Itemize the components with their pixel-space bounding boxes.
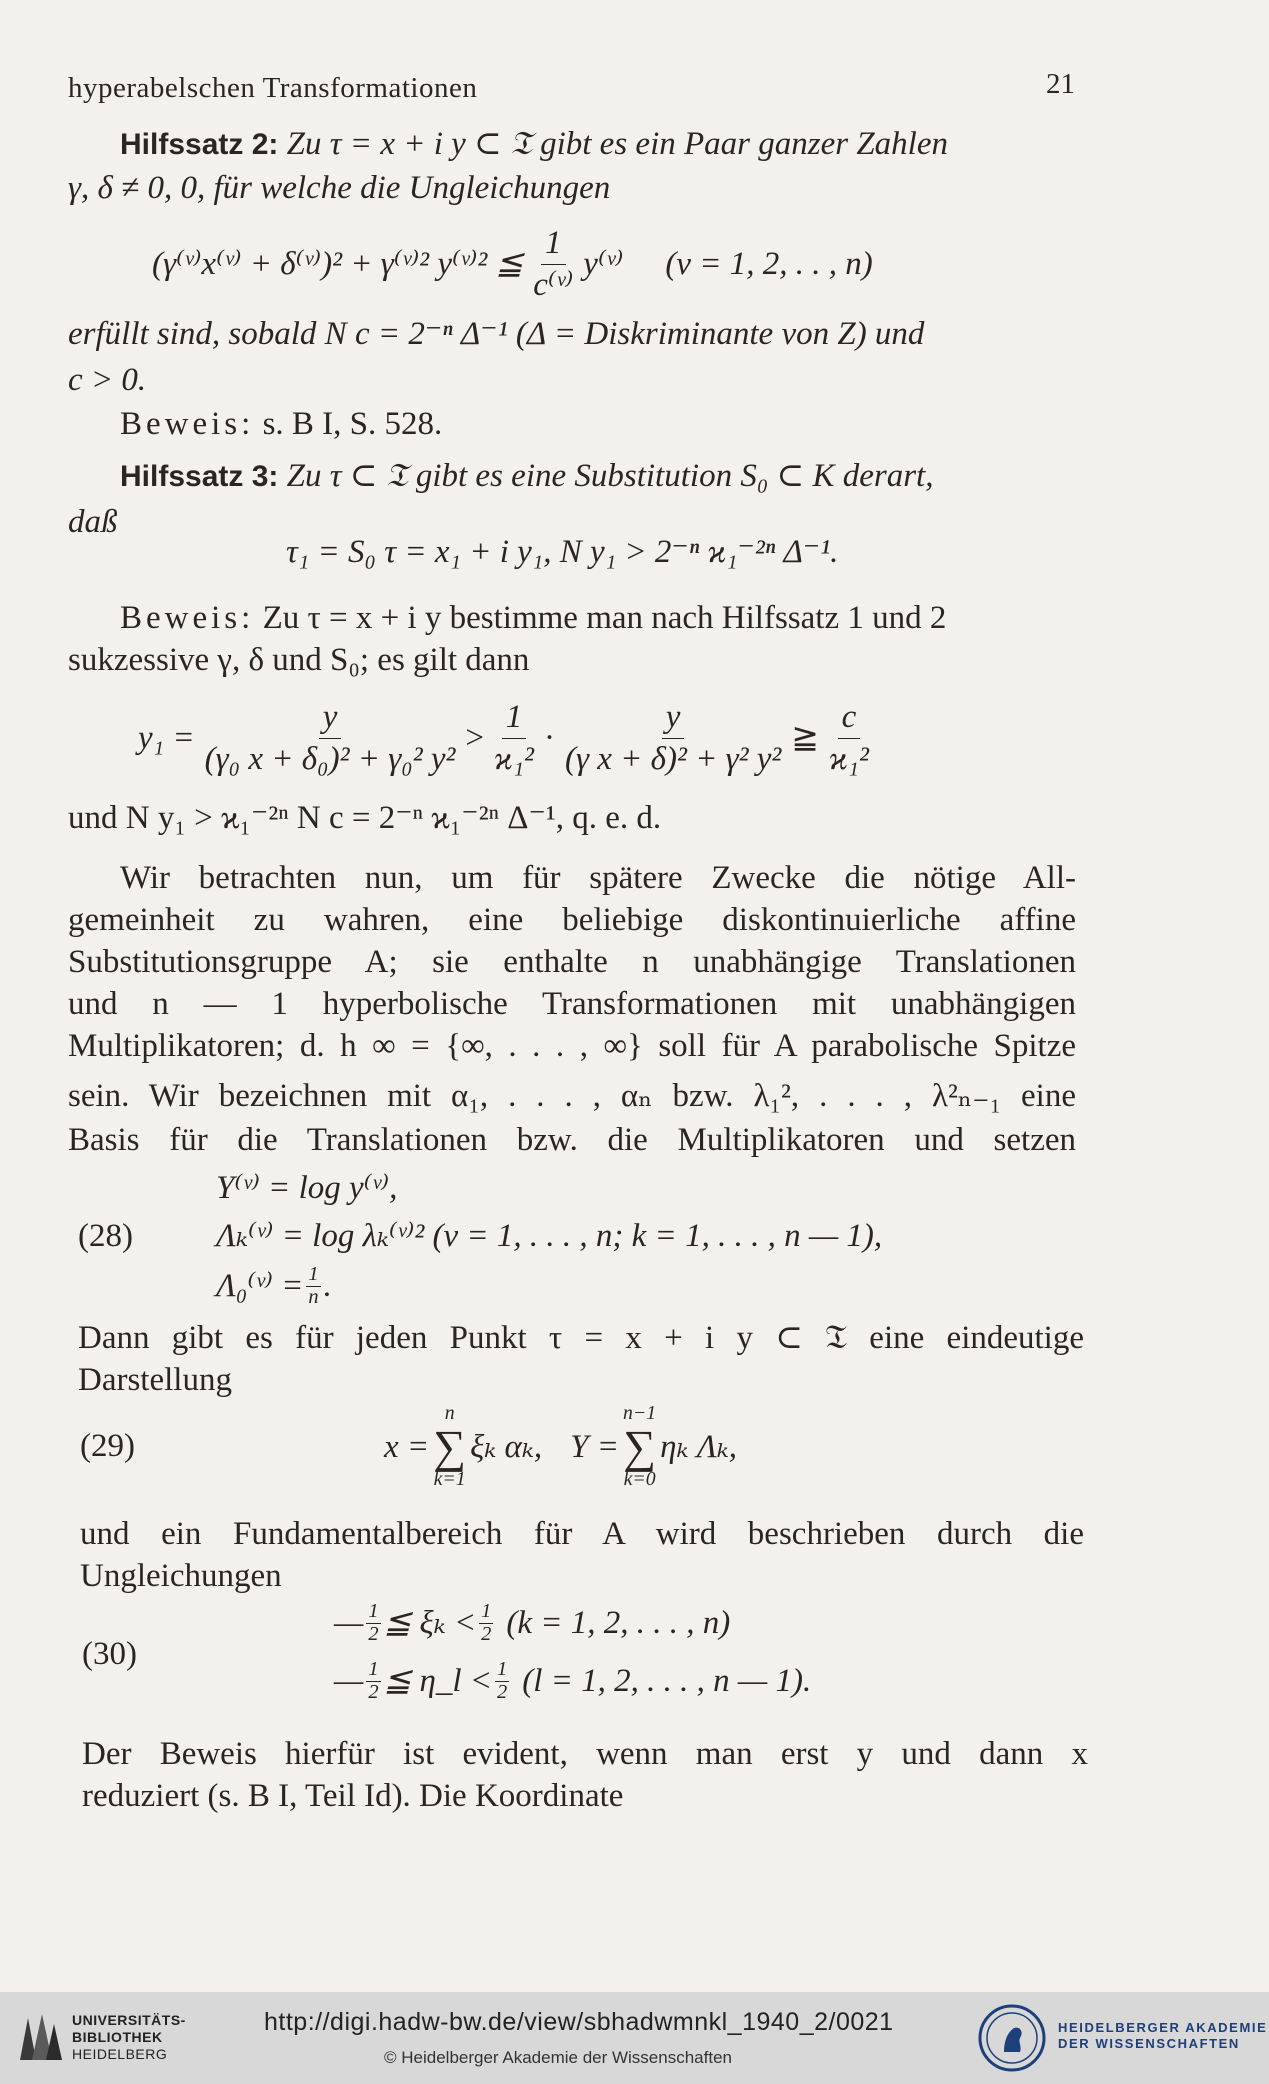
proof3-formula: y₁ = $\frac{y}{\text{(γ₀ x + δ₀)² + γ₀² y²}}$ > $\frac{1}{\text{ϰ₁²}}$ · $\frac{y}{\text{(γ x + δ)² + γ² y²}}$ ≧ $\frac{c}{\text{ϰ₁²}}$ <box>138 690 879 786</box>
eq28-line2: Λₖ⁽ᵛ⁾ = log λₖ⁽ᵛ⁾² (ν = 1, . . . , n; k = 1, . . . , n — 1), <box>216 1218 883 1254</box>
fraction: $\frac{1}{2}$ <box>368 1600 379 1645</box>
university-library-logo-icon <box>14 2010 66 2066</box>
lemma2-proof: Beweis: s. B I, S. 528. <box>120 406 443 442</box>
paragraph-line: Ungleichungen <box>80 1558 282 1594</box>
fraction: $\frac{c}{\text{ϰ₁²}}$ <box>828 699 869 777</box>
eq28-line1: Y⁽ᵛ⁾ = log y⁽ᵛ⁾, <box>216 1170 398 1206</box>
source-link[interactable]: http://digi.hadw-bw.de/view/sbhadwmnkl_1940_2/0021 <box>264 2008 894 2036</box>
paragraph-line: Dann gibt es für jeden Punkt τ = x + i y ⊂ 𝔗 eine eindeutige <box>78 1320 1084 1356</box>
lemma3-label: Hilfssatz 3: <box>120 460 279 493</box>
page-number: 21 <box>1046 68 1075 100</box>
eq30-label: (30) <box>82 1636 137 1672</box>
lemma3-line2: daß <box>68 504 118 540</box>
paragraph-line: gemeinheit zu wahren, eine beliebige diskontinuierliche affine <box>68 902 1076 938</box>
university-library-name: UNIVERSITÄTS- BIBLIOTHEK HEIDELBERG <box>72 2012 186 2062</box>
eq29-label: (29) <box>80 1428 135 1464</box>
lemma2-line3: erfüllt sind, sobald N c = 2⁻ⁿ Δ⁻¹ (Δ = Diskriminante von Z) und <box>68 316 925 352</box>
fraction: $\frac{y}{\text{(γ₀ x + δ₀)² + γ₀² y²}}$ <box>204 699 456 777</box>
fraction: $\frac{1}{2}$ <box>497 1658 508 1703</box>
eq28-line3: Λ₀⁽ᵛ⁾ = $\frac{1}{n}$ . <box>216 1263 332 1308</box>
paragraph-line: Basis für die Translationen bzw. die Multiplikatoren und setzen <box>68 1122 1076 1158</box>
running-title: hyperabelschen Transformationen <box>68 72 478 104</box>
fraction: $\frac{1}{2}$ <box>481 1600 492 1645</box>
lemma2-formula: (γ⁽ᵛ⁾x⁽ᵛ⁾ + δ⁽ᵛ⁾)² + γ⁽ᵛ⁾² y⁽ᵛ⁾² ≦ $\frac{1}{\text{c⁽ᵛ⁾}}$ y⁽ᵛ⁾ (ν = 1, 2, . . , n) <box>152 225 873 303</box>
eq29-formula: x = n ∑ k=1 ξₖ αₖ, Y = n−1 ∑ k=0 ηₖ Λₖ, <box>384 1402 738 1491</box>
paragraph-line: Der Beweis hierfür ist evident, wenn man erst y und dann x <box>82 1736 1088 1772</box>
paragraph-line: reduziert (s. B I, Teil Id). Die Koordinate <box>82 1778 624 1814</box>
academy-name: HEIDELBERGER AKADEMIE DER WISSENSCHAFTEN <box>1058 2020 1268 2051</box>
footer-bar <box>0 1992 1269 2084</box>
fraction: $\frac{1}{\text{c⁽ᵛ⁾}}$ <box>533 225 574 303</box>
lemma3-line1: Hilfssatz 3: Zu τ ⊂ 𝔗 gibt es eine Substitution S₀ ⊂ K derart, <box>120 458 934 494</box>
paragraph-line: Multiplikatoren; d. h ∞ = {∞, . . . , ∞} soll für A parabolische Spitze <box>68 1028 1076 1064</box>
eq30-line2: — $\frac{1}{2}$ ≦ η_l < $\frac{1}{2}$ (l = 1, 2, . . . , n — 1). <box>334 1658 812 1703</box>
fraction: $\frac{1}{\text{ϰ₁²}}$ <box>494 699 534 777</box>
copyright-text: © Heidelberger Akademie der Wissenschaften <box>384 2048 732 2067</box>
academy-seal-icon <box>978 2004 1046 2072</box>
proof3-line2: sukzessive γ, δ und S₀; es gilt dann <box>68 642 530 678</box>
eq30-line1: — $\frac{1}{2}$ ≦ ξₖ < $\frac{1}{2}$ (k = 1, 2, . . . , n) <box>334 1600 731 1645</box>
paragraph-line: Wir betrachten nun, um für spätere Zwecke die nötige All- <box>120 860 1076 896</box>
proof3-line1: Beweis: Zu τ = x + i y bestimme man nach Hilfssatz 1 und 2 <box>120 600 947 636</box>
paragraph-line: Substitutionsgruppe A; sie enthalte n unabhängige Translationen <box>68 944 1076 980</box>
lemma2-line2: γ, δ ≠ 0, 0, für welche die Ungleichungen <box>68 170 611 206</box>
lemma3-formula: τ₁ = S₀ τ = x₁ + i y₁, N y₁ > 2⁻ⁿ ϰ₁⁻²ⁿ Δ⁻¹. <box>286 534 839 570</box>
lemma2-line1: Hilfssatz 2: Zu τ = x + i y ⊂ 𝔗 gibt es ein Paar ganzer Zahlen <box>120 126 948 162</box>
lemma2-line4: c > 0. <box>68 362 147 398</box>
lemma2-label: Hilfssatz 2: <box>120 128 279 161</box>
paragraph-line: und n — 1 hyperbolische Transformationen mit unabhängigen <box>68 986 1076 1022</box>
fraction: $\frac{1}{2}$ <box>368 1658 379 1703</box>
eq28-label: (28) <box>78 1218 133 1254</box>
paragraph-line: und ein Fundamentalbereich für A wird beschrieben durch die <box>80 1516 1084 1552</box>
fraction: $\frac{y}{\text{(γ x + δ)² + γ² y²}}$ <box>564 699 782 777</box>
summation: n ∑ k=1 <box>433 1402 467 1491</box>
summation: n−1 ∑ k=0 <box>623 1402 657 1491</box>
fraction: $\frac{1}{n}$ <box>308 1263 319 1308</box>
proof3-conclusion: und N y₁ > ϰ₁⁻²ⁿ N c = 2⁻ⁿ ϰ₁⁻²ⁿ Δ⁻¹, q. e. d. <box>68 800 662 836</box>
paragraph-line: Darstellung <box>78 1362 232 1398</box>
paragraph-line: sein. Wir bezeichnen mit α₁, . . . , αₙ bzw. λ₁², . . . , λ²ₙ₋₁ eine <box>68 1078 1076 1114</box>
